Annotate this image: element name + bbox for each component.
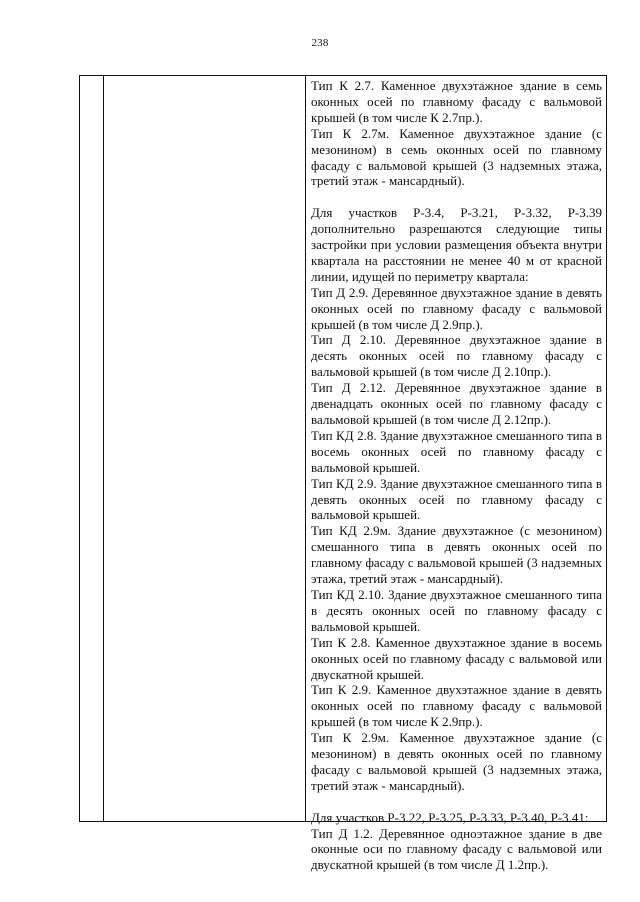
paragraph-type-k-2-9m: Тип К 2.9м. Каменное двухэтажное здание (с мезонином) в девять оконных осей по главному фасаду с вальмовой крышей (3 надземных этажа, третий этаж - мансардный).	[311, 730, 602, 793]
paragraph-type-d-1-2: Тип Д 1.2. Деревянное одноэтажное здание в две оконные оси по главному фасаду с вальмовой или двускатной крышей (в том числе Д 1.2пр.).	[311, 825, 602, 873]
paragraph-type-k-2-8: Тип К 2.8. Каменное двухэтажное здание в восемь оконных осей по главному фасаду с вальмовой или двускатной крышей.	[311, 634, 602, 682]
paragraph-type-k-2-9: Тип К 2.9. Каменное двухэтажное здание в девять оконных осей по главному фасаду с вальмовой крышей (в том числе К 2.9пр.).	[311, 682, 602, 730]
paragraph-type-kd-2-10: Тип КД 2.10. Здание двухэтажное смешанного типа в десять оконных осей по главному фасаду с вальмовой крышей.	[311, 586, 602, 634]
paragraph-plots-list: Для участков Р-3.22, Р-3.25, Р-3.33, Р-3.40, Р-3.41:	[311, 809, 589, 825]
column-divider-1	[103, 76, 104, 821]
column-divider-2	[305, 76, 306, 821]
paragraph-type-d-2-12: Тип Д 2.12. Деревянное двухэтажное здание в двенадцать оконных осей по главному фасаду с вальмовой крышей (в том числе Д 2.12пр.).	[311, 380, 602, 428]
paragraph-type-kd-2-8: Тип КД 2.8. Здание двухэтажное смешанного типа в восемь оконных осей по главному фасаду с вальмовой крышей.	[311, 427, 602, 475]
page-number: 238	[311, 37, 329, 49]
paragraph-type-k-2-7m: Тип К 2.7м. Каменное двухэтажное здание (с мезонином) в семь оконных осей по главному фасаду с вальмовой крышей (3 надземных этажа, третий этаж - мансардный).	[311, 125, 602, 189]
paragraph-type-d-2-10: Тип Д 2.10. Деревянное двухэтажное здание в десять оконных осей по главному фасаду с вальмовой крышей (в том числе Д 2.10пр.).	[311, 332, 602, 380]
paragraph-type-k-2-7: Тип К 2.7. Каменное двухэтажное здание в семь оконных осей по главному фасаду с вальмовой крышей (в том числе К 2.7пр.).	[311, 78, 602, 125]
regulation-table	[79, 75, 607, 873]
paragraph-type-kd-2-9m: Тип КД 2.9м. Здание двухэтажное (с мезонином) смешанного типа в девять оконных осей по главному фасаду с вальмовой крышей (3 надземных этажа, третий этаж - мансардный).	[311, 523, 602, 587]
table-cell-building-types	[311, 78, 602, 873]
paragraph-type-kd-2-9: Тип КД 2.9. Здание двухэтажное смешанного типа в девять оконных осей по главному фасаду с вальмовой крышей.	[311, 475, 602, 523]
paragraph-plots-intro: Для участков Р-3.4, Р-3.21, Р-3.32, Р-3.39 дополнительно разрешаются следующие типы застройки при условии размещения объекта внутри квартала на расстоянии не менее 40 м от красной линии, идущей по периметру квартала:	[311, 205, 602, 284]
paragraph-type-d-2-9: Тип Д 2.9. Деревянное двухэтажное здание в девять оконных осей по главному фасаду с вальмовой крышей (в том числе Д 2.9пр.).	[311, 284, 602, 332]
